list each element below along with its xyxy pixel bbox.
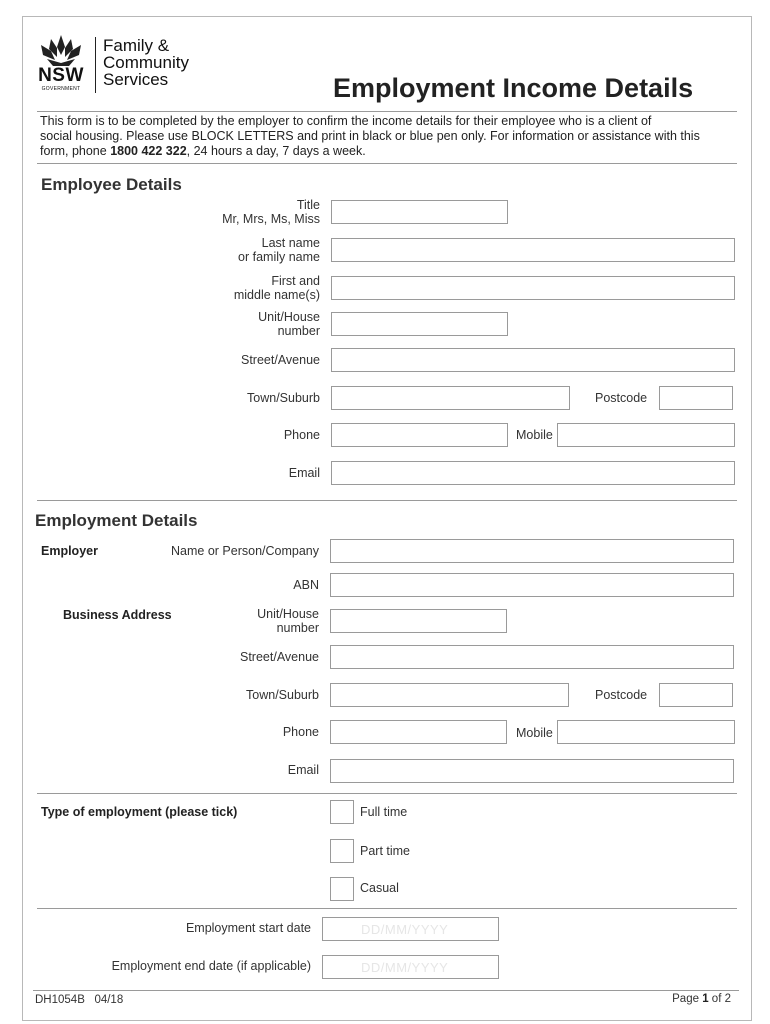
employer-street-field[interactable] — [330, 645, 734, 669]
employment-type-label: Type of employment (please tick) — [41, 805, 238, 819]
logo-divider — [95, 37, 96, 93]
start-date-field[interactable] — [322, 917, 499, 941]
employee-section-rule — [37, 500, 737, 501]
employer-town-label: Town/Suburb — [246, 688, 319, 702]
employee-mobile-label: Mobile — [516, 428, 553, 442]
employee-first-name-label: First and middle name(s) — [233, 274, 320, 302]
employer-name-label: Name or Person/Company — [171, 544, 319, 558]
employee-first-name-field[interactable] — [331, 276, 735, 300]
part-time-label: Part time — [360, 844, 411, 858]
intro-line-1: This form is to be completed by the employer to confirm the income details for their employee who is a client of — [40, 114, 652, 128]
end-date-field[interactable] — [322, 955, 499, 979]
agency-line-2: Community — [103, 53, 189, 72]
employer-street-label: Street/Avenue — [240, 650, 319, 664]
employee-postcode-field[interactable] — [659, 386, 733, 410]
intro-line-3-pre: form, phone — [40, 144, 111, 158]
employer-email-field[interactable] — [330, 759, 734, 783]
employee-postcode-label: Postcode — [595, 391, 648, 405]
employment-type-rule — [37, 908, 737, 909]
part-time-checkbox[interactable] — [330, 839, 354, 863]
employee-town-label: Town/Suburb — [247, 391, 320, 405]
start-date-label: Employment start date — [185, 921, 311, 935]
agency-line-3: Services — [103, 70, 169, 89]
employee-last-name-label: Last name or family name — [238, 236, 320, 264]
business-address-label: Business Address — [63, 608, 172, 622]
employer-unit-label: Unit/House number — [257, 607, 319, 635]
employer-abn-label: ABN — [293, 578, 319, 592]
employer-unit-field[interactable] — [330, 609, 507, 633]
intro-line-2: social housing. Please use BLOCK LETTERS and print in black or blue pen only. For information or assistance with this — [40, 129, 700, 143]
employer-abn-field[interactable] — [330, 573, 734, 597]
page-number — [672, 993, 731, 1005]
intro-phone: 1800 422 322 — [110, 144, 187, 158]
full-time-checkbox[interactable] — [330, 800, 354, 824]
casual-label: Casual — [360, 881, 399, 895]
employee-street-field[interactable] — [331, 348, 735, 372]
employer-phone-label: Phone — [282, 725, 319, 739]
agency-name — [103, 37, 189, 88]
employer-phone-field[interactable] — [330, 720, 507, 744]
intro-line-3 — [40, 144, 740, 159]
employer-email-label: Email — [287, 763, 319, 777]
nsw-logo — [33, 33, 93, 93]
form-page — [22, 16, 752, 1021]
employee-title-label: Title Mr, Mrs, Ms, Miss — [222, 198, 320, 226]
employee-title-field[interactable] — [331, 200, 508, 224]
page-pre: Page — [672, 993, 703, 1005]
start-date-placeholder: DD/MM/YYYY — [361, 922, 449, 937]
employer-name-field[interactable] — [330, 539, 734, 563]
employee-mobile-field[interactable] — [557, 423, 735, 447]
footer-rule — [33, 990, 739, 991]
employer-postcode-label: Postcode — [595, 688, 648, 702]
employer-label: Employer — [41, 544, 98, 558]
nsw-text: NSW — [38, 65, 84, 86]
form-title: Employment Income Details — [333, 73, 694, 103]
agency-line-1: Family & — [103, 36, 170, 55]
title-rule — [37, 111, 737, 112]
employee-street-label: Street/Avenue — [241, 353, 320, 367]
page-post: of 2 — [708, 993, 731, 1005]
employee-last-name-field[interactable] — [331, 238, 735, 262]
employee-town-field[interactable] — [331, 386, 570, 410]
intro-line-3-post: , 24 hours a day, 7 days a week. — [186, 144, 366, 158]
end-date-placeholder: DD/MM/YYYY — [361, 960, 449, 975]
page-current: 1 — [702, 993, 709, 1005]
form-code: DH1054B 04/18 — [35, 994, 124, 1006]
employee-unit-field[interactable] — [331, 312, 508, 336]
employer-town-field[interactable] — [330, 683, 569, 707]
employer-mobile-label: Mobile — [516, 726, 553, 740]
employer-mobile-field[interactable] — [557, 720, 735, 744]
employment-address-rule — [37, 793, 737, 794]
intro-rule — [37, 163, 737, 164]
government-text: GOVERNMENT — [41, 86, 81, 92]
employee-unit-label: Unit/House number — [258, 310, 320, 338]
employee-email-label: Email — [288, 466, 320, 480]
employee-details-heading: Employee Details — [41, 175, 182, 194]
casual-checkbox[interactable] — [330, 877, 354, 901]
end-date-label: Employment end date (if applicable) — [111, 959, 311, 973]
employee-phone-label: Phone — [283, 428, 320, 442]
employment-details-heading: Employment Details — [35, 511, 198, 530]
intro-text — [40, 114, 740, 159]
full-time-label: Full time — [360, 805, 408, 819]
employee-phone-field[interactable] — [331, 423, 508, 447]
employee-email-field[interactable] — [331, 461, 735, 485]
waratah-icon — [33, 33, 89, 67]
employer-postcode-field[interactable] — [659, 683, 733, 707]
